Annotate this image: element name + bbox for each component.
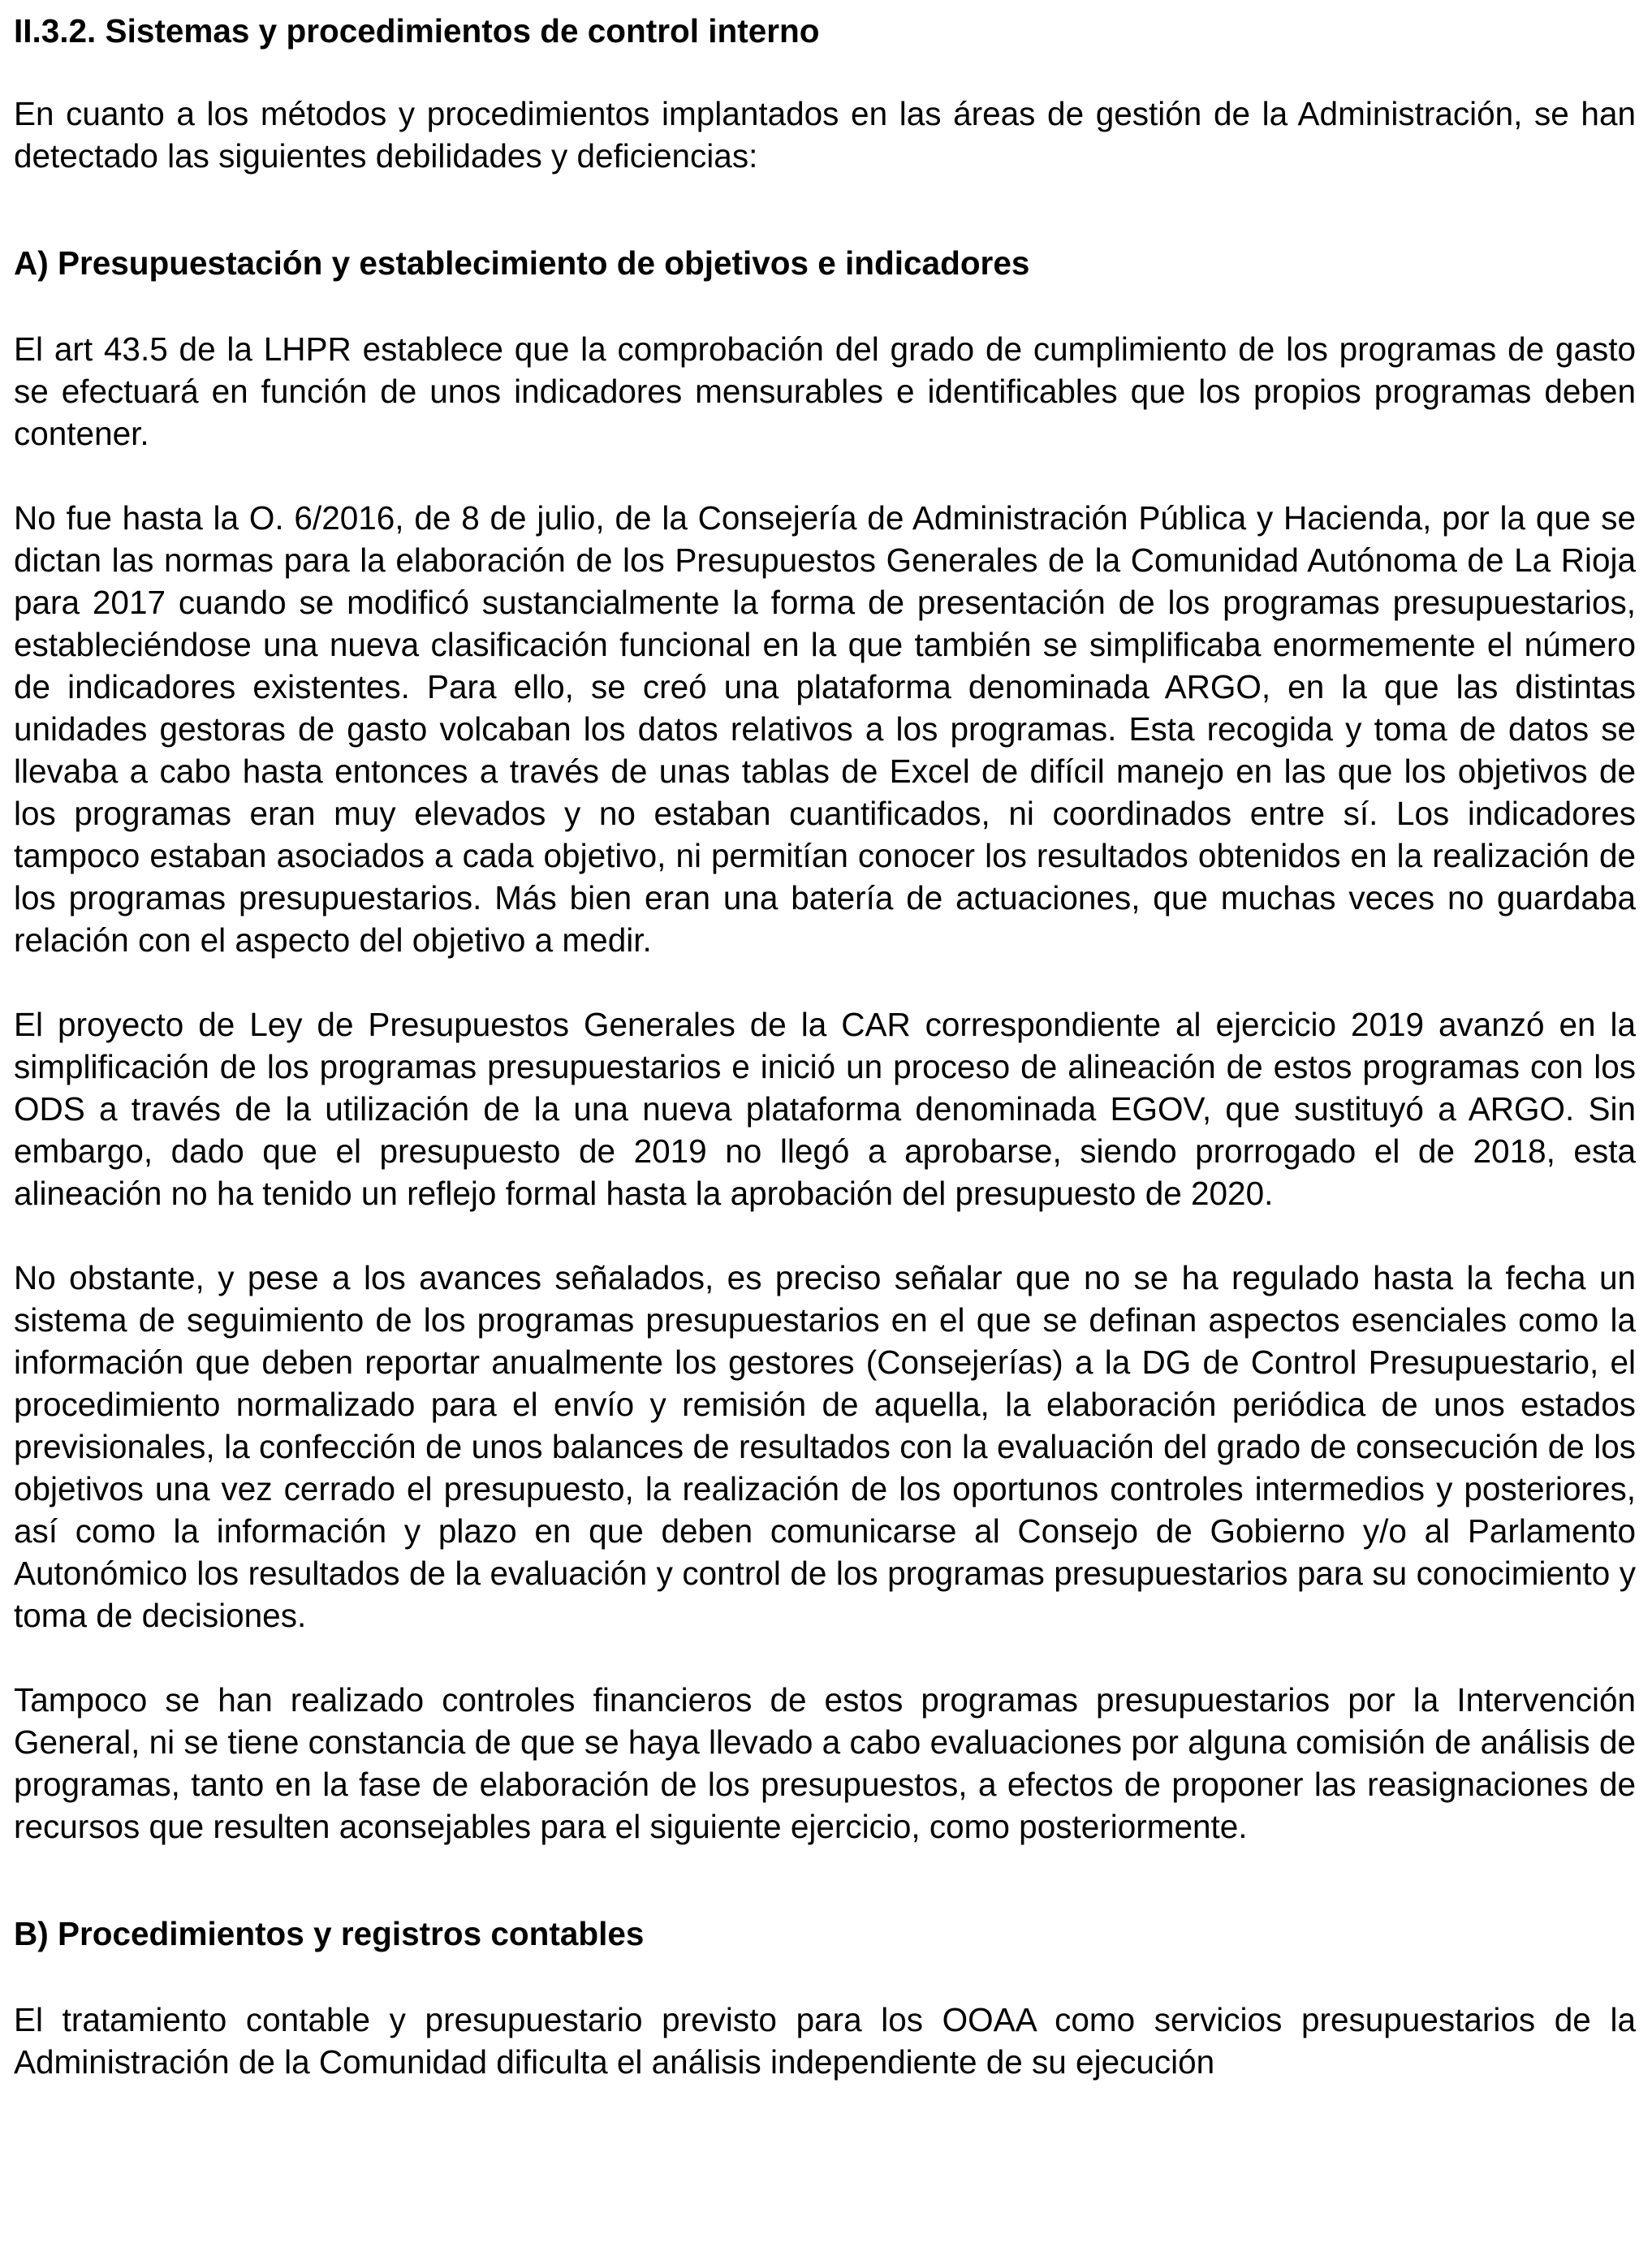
paragraph-a-4: No obstante, y pese a los avances señalados, es preciso señalar que no se ha regulado hasta la fecha un sistema de seguimiento de los programas presupuestarios en el que se definan aspectos esenciales como la información que deben reportar anualmente los gestores (Consejerías) a la DG de Control Presupuestario, el procedimiento normalizado para el envío y remisión de aquella, la elaboración periódica de unos estados previsionales, la confección de unos balances de resultados con la evaluación del grado de consecución de los objetivos una vez cerrado el presupuesto, la realización de los oportunos controles intermedios y posteriores, así como la información y plazo en que deben comunicarse al Consejo de Gobierno y/o al Parlamento Autonómico los resultados de la evaluación y control de los programas presupuestarios para su conocimiento y toma de decisiones. <box>14 1259 1636 1634</box>
intro-paragraph: En cuanto a los métodos y procedimientos implantados en las áreas de gestión de la Administración, se han detectado las siguientes debilidades y deficiencias: <box>14 95 1636 175</box>
subsection-b-heading: B) Procedimientos y registros contables <box>14 1915 645 1952</box>
paragraph-b-1: El tratamiento contable y presupuestario previsto para los OOAA como servicios presupuestarios de la Administración de la Comunidad dificulta el análisis independiente de su ejecución <box>14 2001 1636 2081</box>
subsection-a-heading: A) Presupuestación y establecimiento de objetivos e indicadores <box>14 244 1030 282</box>
paragraph-a-3: El proyecto de Ley de Presupuestos Generales de la CAR correspondiente al ejercicio 2019 avanzó en la simplificación de los programas presupuestarios e inició un proceso de alineación de estos programas con los ODS a través de la utilización de la una nueva plataforma denominada EGOV, que sustituyó a ARGO. Sin embargo, dado que el presupuesto de 2019 no llegó a aprobarse, siendo prorrogado el de 2018, esta alineación no ha tenido un reflejo formal hasta la aprobación del presupuesto de 2020. <box>14 1006 1636 1212</box>
paragraph-a-5: Tampoco se han realizado controles financieros de estos programas presupuestarios por la Intervención General, ni se tiene constancia de que se haya llevado a cabo evaluaciones por alguna comisión de análisis de programas, tanto en la fase de elaboración de los presupuestos, a efectos de proponer las reasignaciones de recursos que resulten aconsejables para el siguiente ejercicio, como posteriormente. <box>14 1681 1636 1845</box>
paragraph-a-2: No fue hasta la O. 6/2016, de 8 de julio, de la Consejería de Administración Pública y Hacienda, por la que se dictan las normas para la elaboración de los Presupuestos Generales de la Comunidad Autónoma de La Rioja para 2017 cuando se modificó sustancialmente la forma de presentación de los programas presupuestarios, estableciéndose una nueva clasificación funcional en la que también se simplificaba enormemente el número de indicadores existentes. Para ello, se creó una plataforma denominada ARGO, en la que las distintas unidades gestoras de gasto volcaban los datos relativos a los programas. Esta recogida y toma de datos se llevaba a cabo hasta entonces a través de unas tablas de Excel de difícil manejo en las que los objetivos de los programas eran muy elevados y no estaban cuantificados, ni coordinados entre sí. Los indicadores tampoco estaban asociados a cada objetivo, ni permitían conocer los resultados obtenidos en la realización de los programas presupuestarios. Más bien eran una batería de actuaciones, que muchas veces no guardaba relación con el aspecto del objetivo a medir. <box>14 499 1636 959</box>
document-page <box>14 0 1636 2083</box>
section-title: II.3.2. Sistemas y procedimientos de control interno <box>14 12 820 50</box>
paragraph-a-1: El art 43.5 de la LHPR establece que la comprobación del grado de cumplimiento de los programas de gasto se efectuará en función de unos indicadores mensurables e identificables que los propios programas deben contener. <box>14 330 1636 452</box>
